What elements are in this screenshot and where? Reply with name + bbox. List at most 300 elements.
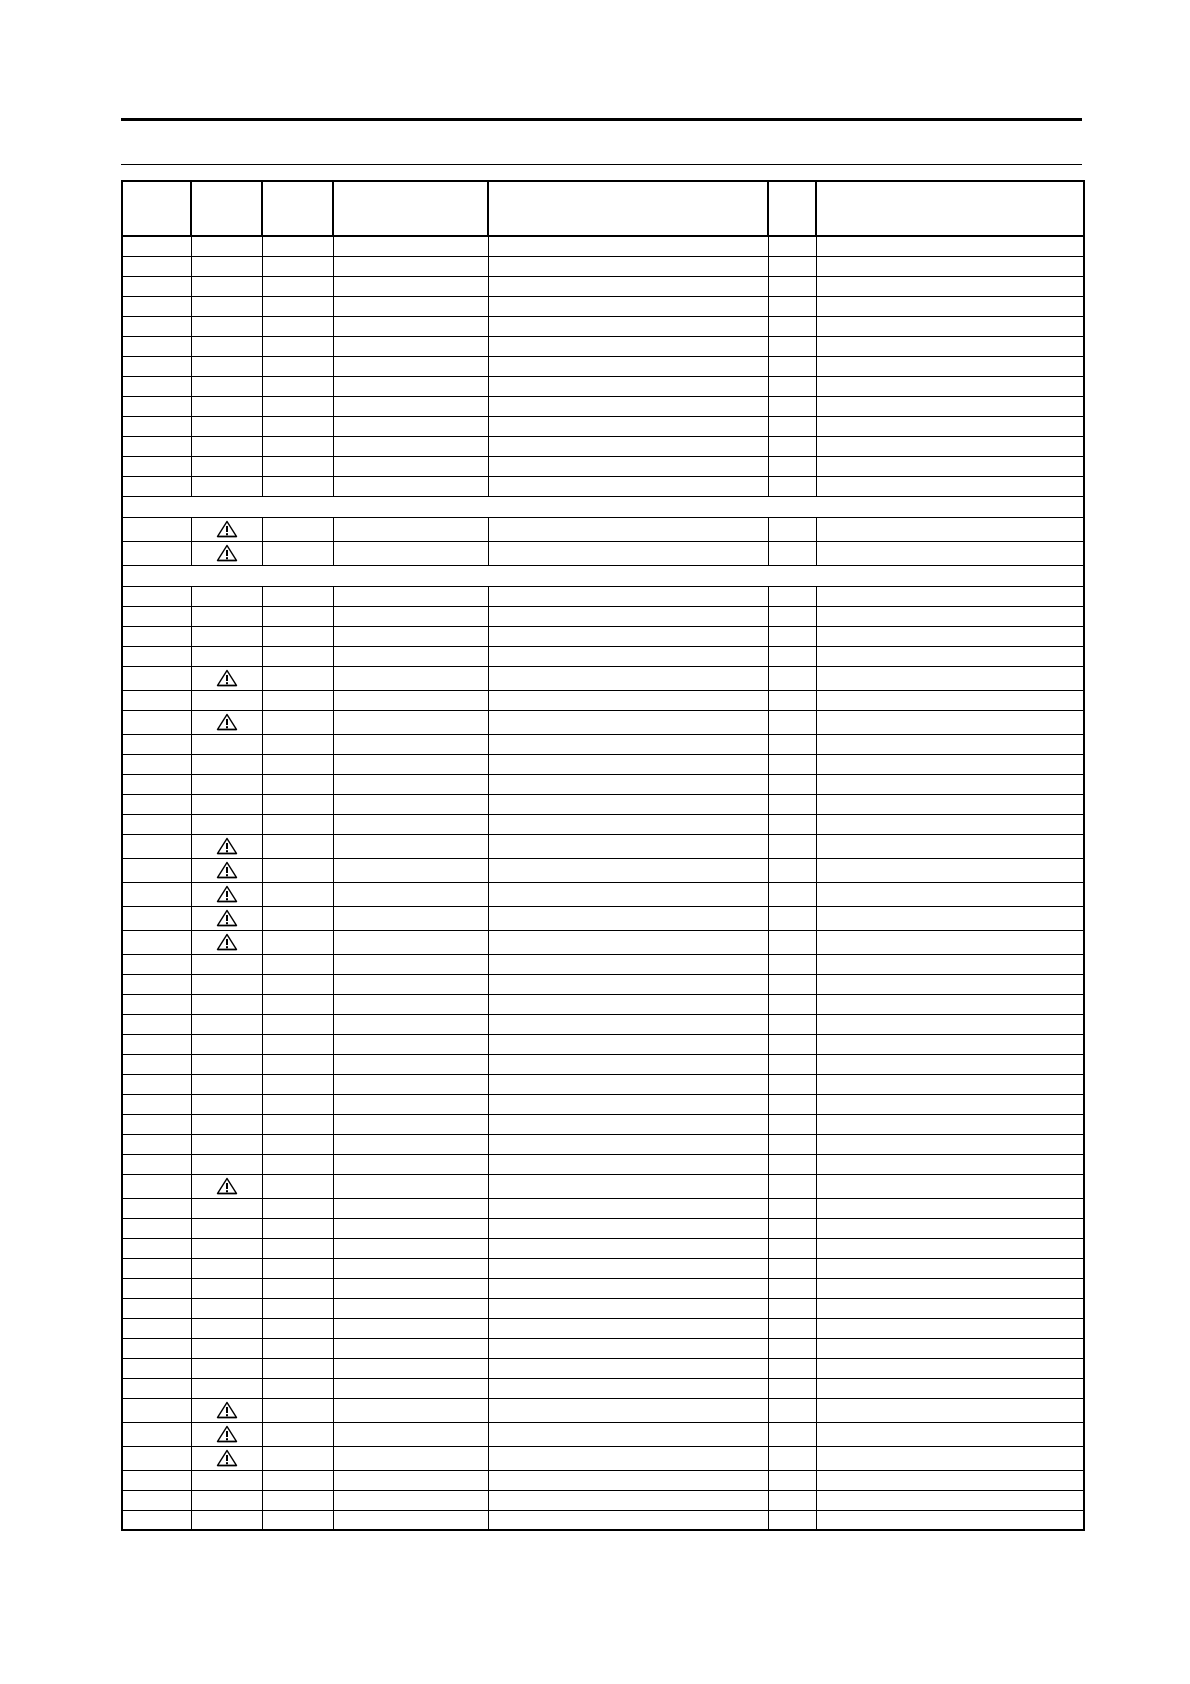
table-cell <box>488 1422 768 1446</box>
table-cell <box>191 974 262 994</box>
table-cell <box>768 456 816 476</box>
table-cell <box>488 834 768 858</box>
table-cell <box>191 456 262 476</box>
table-cell <box>488 1510 768 1530</box>
table-row <box>122 1074 1084 1094</box>
table-cell <box>768 1398 816 1422</box>
table-cell <box>122 256 191 276</box>
table-cell <box>816 906 1084 930</box>
table-cell <box>191 1422 262 1446</box>
table-cell <box>816 517 1084 541</box>
table-cell <box>191 1278 262 1298</box>
table-cell <box>191 626 262 646</box>
table-cell <box>333 1238 488 1258</box>
table-cell <box>488 1094 768 1114</box>
safety-warning-icon <box>216 909 238 927</box>
table-cell <box>122 396 191 416</box>
table-cell <box>488 1398 768 1422</box>
table-cell <box>768 1298 816 1318</box>
table-cell <box>488 276 768 296</box>
table-cell <box>768 256 816 276</box>
table-cell <box>122 974 191 994</box>
table-cell <box>262 626 333 646</box>
table-row <box>122 1054 1084 1074</box>
table-cell <box>816 1074 1084 1094</box>
table-cell <box>333 586 488 606</box>
table-cell <box>333 256 488 276</box>
table-cell <box>768 1154 816 1174</box>
table-cell <box>191 436 262 456</box>
table-cell <box>191 1490 262 1510</box>
table-cell <box>191 396 262 416</box>
table-cell <box>262 794 333 814</box>
table-cell <box>262 1446 333 1470</box>
table-cell <box>333 517 488 541</box>
table-row <box>122 586 1084 606</box>
table-cell <box>488 1074 768 1094</box>
table-cell <box>122 710 191 734</box>
table-cell <box>262 646 333 666</box>
header-cell <box>768 181 816 236</box>
table-cell <box>488 1338 768 1358</box>
table-cell <box>816 1278 1084 1298</box>
table-cell <box>333 1422 488 1446</box>
table-cell <box>333 1014 488 1034</box>
table-cell <box>816 1446 1084 1470</box>
table-cell <box>191 834 262 858</box>
table-cell <box>191 1318 262 1338</box>
table-cell <box>768 646 816 666</box>
table-cell <box>768 541 816 565</box>
table-cell <box>816 416 1084 436</box>
table-cell <box>262 296 333 316</box>
table-cell <box>191 994 262 1014</box>
table-cell <box>768 794 816 814</box>
table-cell <box>333 376 488 396</box>
table-cell <box>488 517 768 541</box>
safety-warning-icon <box>216 933 238 951</box>
table-cell <box>768 316 816 336</box>
table-cell <box>488 754 768 774</box>
table-cell <box>768 606 816 626</box>
table-header-row <box>122 181 1084 236</box>
table-cell <box>768 774 816 794</box>
header-cell <box>191 181 262 236</box>
table-row <box>122 1114 1084 1134</box>
table-cell <box>488 336 768 356</box>
safety-warning-icon <box>216 1449 238 1467</box>
table-cell <box>333 754 488 774</box>
table-row <box>122 416 1084 436</box>
table-cell <box>333 1094 488 1114</box>
table-row <box>122 1174 1084 1198</box>
table-cell <box>488 376 768 396</box>
table-cell <box>262 1258 333 1278</box>
table-cell <box>333 1174 488 1198</box>
table-row <box>122 1470 1084 1490</box>
table-cell <box>262 666 333 690</box>
table-cell <box>122 814 191 834</box>
table-cell <box>488 1378 768 1398</box>
table-cell <box>488 1034 768 1054</box>
table-cell <box>262 834 333 858</box>
table-row <box>122 794 1084 814</box>
table-cell <box>488 436 768 456</box>
table-cell <box>122 1034 191 1054</box>
safety-warning-icon <box>216 1401 238 1419</box>
table-cell <box>488 774 768 794</box>
table-cell <box>333 666 488 690</box>
table-cell <box>816 336 1084 356</box>
table-cell <box>191 1094 262 1114</box>
table-row <box>122 396 1084 416</box>
table-cell <box>122 376 191 396</box>
table-cell <box>333 974 488 994</box>
table-cell <box>768 882 816 906</box>
table-cell <box>191 316 262 336</box>
table-row <box>122 1318 1084 1338</box>
table-cell <box>262 256 333 276</box>
safety-warning-icon <box>216 837 238 855</box>
header-cell <box>122 181 191 236</box>
table-cell <box>262 774 333 794</box>
table-cell <box>262 710 333 734</box>
table-cell <box>816 710 1084 734</box>
table-cell <box>122 1318 191 1338</box>
table-cell <box>262 1422 333 1446</box>
table-cell <box>122 1054 191 1074</box>
table-cell <box>191 794 262 814</box>
table-row <box>122 316 1084 336</box>
table-cell <box>191 1174 262 1198</box>
table-cell <box>488 690 768 710</box>
table-cell <box>191 1198 262 1218</box>
table-cell <box>122 906 191 930</box>
table-cell <box>816 626 1084 646</box>
table-cell <box>191 710 262 734</box>
table-cell <box>333 1490 488 1510</box>
table-cell <box>122 954 191 974</box>
table-cell <box>122 1378 191 1398</box>
table-cell <box>262 276 333 296</box>
table-cell <box>768 666 816 690</box>
table-cell <box>191 376 262 396</box>
table-cell <box>816 1358 1084 1378</box>
table-cell <box>816 1014 1084 1034</box>
safety-warning-icon <box>216 713 238 731</box>
table-cell <box>816 1034 1084 1054</box>
table-cell <box>122 586 191 606</box>
table-cell <box>122 1074 191 1094</box>
table-cell <box>262 316 333 336</box>
table-cell <box>333 1510 488 1530</box>
table-cell <box>122 858 191 882</box>
table-cell <box>333 336 488 356</box>
safety-warning-icon <box>216 861 238 879</box>
table-cell <box>816 376 1084 396</box>
table-row <box>122 626 1084 646</box>
table-cell <box>488 646 768 666</box>
table-cell <box>768 1134 816 1154</box>
table-row <box>122 834 1084 858</box>
table-cell <box>122 1218 191 1238</box>
table-cell <box>262 1398 333 1422</box>
table-cell <box>816 1174 1084 1198</box>
table-cell <box>122 476 191 496</box>
table-cell <box>122 930 191 954</box>
table-cell <box>122 1422 191 1446</box>
table-cell <box>488 236 768 256</box>
table-cell <box>122 1174 191 1198</box>
table-cell <box>816 1298 1084 1318</box>
table-cell <box>816 256 1084 276</box>
table-cell <box>191 1114 262 1134</box>
table-cell <box>333 316 488 336</box>
table-cell <box>122 774 191 794</box>
table-cell <box>816 1378 1084 1398</box>
table-cell <box>816 690 1084 710</box>
table-cell <box>122 1114 191 1134</box>
table-cell <box>262 754 333 774</box>
table-cell <box>768 416 816 436</box>
table-cell <box>333 690 488 710</box>
table-cell <box>488 882 768 906</box>
table-cell <box>768 1470 816 1490</box>
table-cell <box>122 1510 191 1530</box>
table-cell <box>191 1258 262 1278</box>
table-cell <box>191 954 262 974</box>
table-cell <box>262 476 333 496</box>
table-cell <box>122 666 191 690</box>
table-cell <box>816 1422 1084 1446</box>
table-cell <box>191 1358 262 1378</box>
table-cell <box>262 236 333 256</box>
table-cell <box>488 476 768 496</box>
table-cell <box>122 456 191 476</box>
table-row <box>122 1358 1084 1378</box>
table-cell <box>191 1238 262 1258</box>
table-cell <box>122 606 191 626</box>
table-cell <box>816 1510 1084 1530</box>
table-row <box>122 954 1084 974</box>
table-body <box>122 236 1084 1530</box>
table-cell <box>333 396 488 416</box>
table-row <box>122 710 1084 734</box>
table-cell <box>262 356 333 376</box>
table-cell <box>488 1198 768 1218</box>
table-cell <box>816 456 1084 476</box>
table-cell <box>262 1054 333 1074</box>
table-cell <box>488 1278 768 1298</box>
table-cell <box>262 436 333 456</box>
table-row <box>122 1154 1084 1174</box>
table-cell <box>122 1446 191 1470</box>
table-cell <box>816 858 1084 882</box>
header-cell <box>488 181 768 236</box>
table-cell <box>816 930 1084 954</box>
table-cell <box>333 296 488 316</box>
table-cell <box>262 1298 333 1318</box>
table-row <box>122 541 1084 565</box>
table-cell <box>488 396 768 416</box>
table-cell <box>768 236 816 256</box>
table-cell <box>816 1398 1084 1422</box>
table-cell <box>333 1318 488 1338</box>
table-cell <box>768 1358 816 1378</box>
table-row <box>122 256 1084 276</box>
table-row <box>122 1446 1084 1470</box>
table-cell <box>768 1074 816 1094</box>
table-cell <box>488 794 768 814</box>
table-cell <box>191 858 262 882</box>
table-cell <box>768 1034 816 1054</box>
table-cell <box>262 416 333 436</box>
table-cell <box>488 586 768 606</box>
table-row <box>122 456 1084 476</box>
table-cell <box>191 336 262 356</box>
table-cell <box>191 1510 262 1530</box>
table-cell <box>262 1134 333 1154</box>
table-cell <box>262 1074 333 1094</box>
table-cell <box>262 541 333 565</box>
table-cell <box>333 882 488 906</box>
table-cell <box>768 834 816 858</box>
table-cell <box>488 1218 768 1238</box>
safety-warning-icon <box>216 669 238 687</box>
table-cell <box>488 1318 768 1338</box>
table-cell <box>122 1198 191 1218</box>
table-cell <box>816 734 1084 754</box>
table-cell <box>816 1114 1084 1134</box>
table-row <box>122 1490 1084 1510</box>
table-cell <box>333 1446 488 1470</box>
table-cell <box>768 396 816 416</box>
table-cell <box>816 754 1084 774</box>
table-cell <box>333 774 488 794</box>
table-cell <box>816 1054 1084 1074</box>
subheader-rule <box>121 164 1082 165</box>
table-cell <box>262 994 333 1014</box>
table-row <box>122 606 1084 626</box>
table-row <box>122 1338 1084 1358</box>
table-cell <box>191 734 262 754</box>
table-cell <box>333 1134 488 1154</box>
table-row <box>122 296 1084 316</box>
table-cell <box>262 1014 333 1034</box>
table-cell <box>768 1318 816 1338</box>
table-cell <box>333 994 488 1014</box>
table-cell <box>816 586 1084 606</box>
table-cell <box>262 1114 333 1134</box>
table-cell <box>262 906 333 930</box>
table-cell <box>816 476 1084 496</box>
table-cell <box>122 1298 191 1318</box>
table-cell <box>191 1446 262 1470</box>
table-cell <box>191 356 262 376</box>
table-cell <box>262 690 333 710</box>
table-cell <box>488 626 768 646</box>
table-row <box>122 1238 1084 1258</box>
table-cell <box>333 930 488 954</box>
table-cell <box>122 416 191 436</box>
section-row <box>122 565 1084 586</box>
header-cell <box>333 181 488 236</box>
table-cell <box>333 1358 488 1378</box>
table-cell <box>333 606 488 626</box>
table-row <box>122 436 1084 456</box>
table-cell <box>488 954 768 974</box>
table-cell <box>262 456 333 476</box>
table-cell <box>122 734 191 754</box>
table-cell <box>262 954 333 974</box>
table-cell <box>488 1134 768 1154</box>
table-cell <box>816 954 1084 974</box>
table-cell <box>768 1198 816 1218</box>
table-cell <box>768 586 816 606</box>
table-cell <box>191 690 262 710</box>
table-cell <box>333 541 488 565</box>
table-cell <box>816 356 1084 376</box>
table-cell <box>768 626 816 646</box>
table-cell <box>488 606 768 626</box>
table-cell <box>816 774 1084 794</box>
table-cell <box>191 476 262 496</box>
table-row <box>122 1298 1084 1318</box>
table-cell <box>262 930 333 954</box>
table-cell <box>262 1094 333 1114</box>
table-cell <box>816 974 1084 994</box>
table-cell <box>262 1154 333 1174</box>
safety-warning-icon <box>216 1177 238 1195</box>
section-row <box>122 496 1084 517</box>
table-cell <box>768 710 816 734</box>
table-cell <box>191 1034 262 1054</box>
table-cell <box>816 1218 1084 1238</box>
table-cell <box>816 436 1084 456</box>
table-cell <box>191 666 262 690</box>
table-cell <box>488 1470 768 1490</box>
table-cell <box>262 1470 333 1490</box>
table-cell <box>488 1174 768 1198</box>
header-rule <box>121 118 1082 121</box>
table-cell <box>768 906 816 930</box>
table-cell <box>122 834 191 858</box>
table-cell <box>333 1154 488 1174</box>
table-cell <box>816 1238 1084 1258</box>
table-cell <box>262 586 333 606</box>
table-cell <box>122 1094 191 1114</box>
parts-list-table <box>121 180 1085 1531</box>
table-cell <box>816 276 1084 296</box>
table-row <box>122 646 1084 666</box>
table-cell <box>333 794 488 814</box>
table-cell <box>191 930 262 954</box>
table-cell <box>333 436 488 456</box>
table-cell <box>816 1258 1084 1278</box>
table-cell <box>262 1358 333 1378</box>
table-cell <box>122 1258 191 1278</box>
table-cell <box>768 1238 816 1258</box>
table-cell <box>122 882 191 906</box>
table-cell <box>488 1238 768 1258</box>
table-cell <box>488 814 768 834</box>
table-cell <box>816 1338 1084 1358</box>
table-cell <box>191 1154 262 1174</box>
table-row <box>122 666 1084 690</box>
table-row <box>122 906 1084 930</box>
table-cell <box>488 356 768 376</box>
table-cell <box>333 1258 488 1278</box>
